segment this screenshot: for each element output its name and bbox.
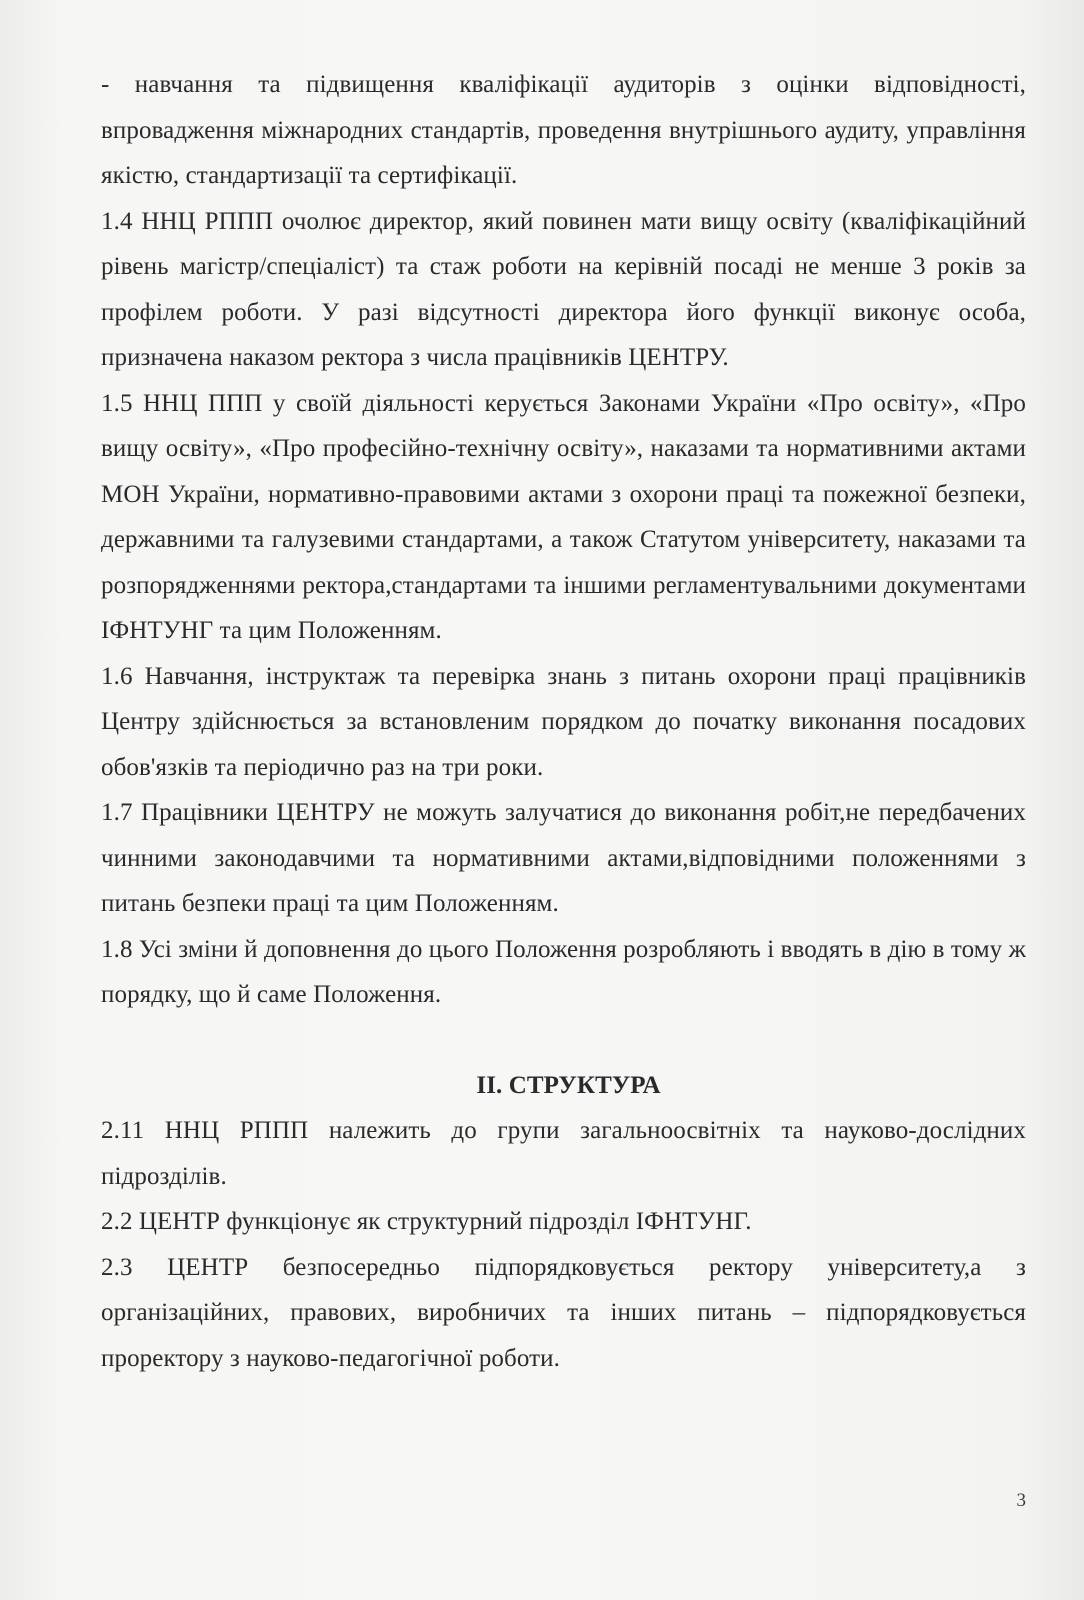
paragraph-2-11-group: 2.11 ННЦ РППП належить до групи загальноосвітніх та науково-дослідних підрозділів. [101,1117,1026,1190]
paragraph-2-2-unit: 2.2 ЦЕНТР функціонує як структурний підрозділ ІФНТУНГ. [101,1208,752,1235]
document-body [101,62,1026,1381]
paragraph-list-item-training: - навчання та підвищення кваліфікації аудиторів з оцінки відповідності, впровадження міжнародних стандартів, проведення внутрішнього аудиту, управління якістю, стандартизації та сертифікації. [101,71,1026,189]
page-number: 3 [1016,1490,1026,1511]
paragraph-2-3-subordination: 2.3 ЦЕНТР безпосередньо підпорядковується ректору університету,а з організаційних, правових, виробничих та інших питань – підпорядковується проректору з науково-педагогічної роботи. [101,1253,1026,1372]
paragraph-1-6-safety-training: 1.6 Навчання, інструктаж та перевірка знань з питань охорони праці працівників Центру здійснюється за встановленим порядком до початку виконання посадових обов'язків та періодично раз на три роки. [101,662,1026,781]
section-heading-structure: ІІ. СТРУКТУРА [476,1071,661,1099]
paragraph-1-4-director: 1.4 ННЦ РППП очолює директор, який повинен мати вищу освіту (кваліфікаційний рівень магістр/спеціаліст) та стаж роботи на керівній посаді не менше 3 років за профілем роботи. У разі відсутності директора його функції виконує особа, призначена наказом ректора з числа працівників ЦЕНТРУ. [101,207,1026,371]
paragraph-1-7-staff-restrictions: 1.7 Працівники ЦЕНТРУ не можуть залучатися до виконання робіт,не передбачених чинними законодавчими та нормативними актами,відповідними положеннями з питань безпеки праці та цим Положенням. [101,799,1026,917]
paragraph-1-8-amendments: 1.8 Усі зміни й доповнення до цього Положення розробляють і вводять в дію в тому ж порядку, що й саме Положення. [101,935,1026,1008]
paragraph-1-5-legal-basis: 1.5 ННЦ ППП у своїй діяльності керується Законами України «Про освіту», «Про вищу освіту», «Про професійно-технічну освіту», наказами та нормативними актами МОН України, нормативно-правовими актами з охорони праці та пожежної безпеки, державними та галузевими стандартами, а також Статутом університету, наказами та розпорядженнями ректора,стандартами та іншими регламентувальними документами ІФНТУНГ та цим Положенням. [101,389,1026,644]
